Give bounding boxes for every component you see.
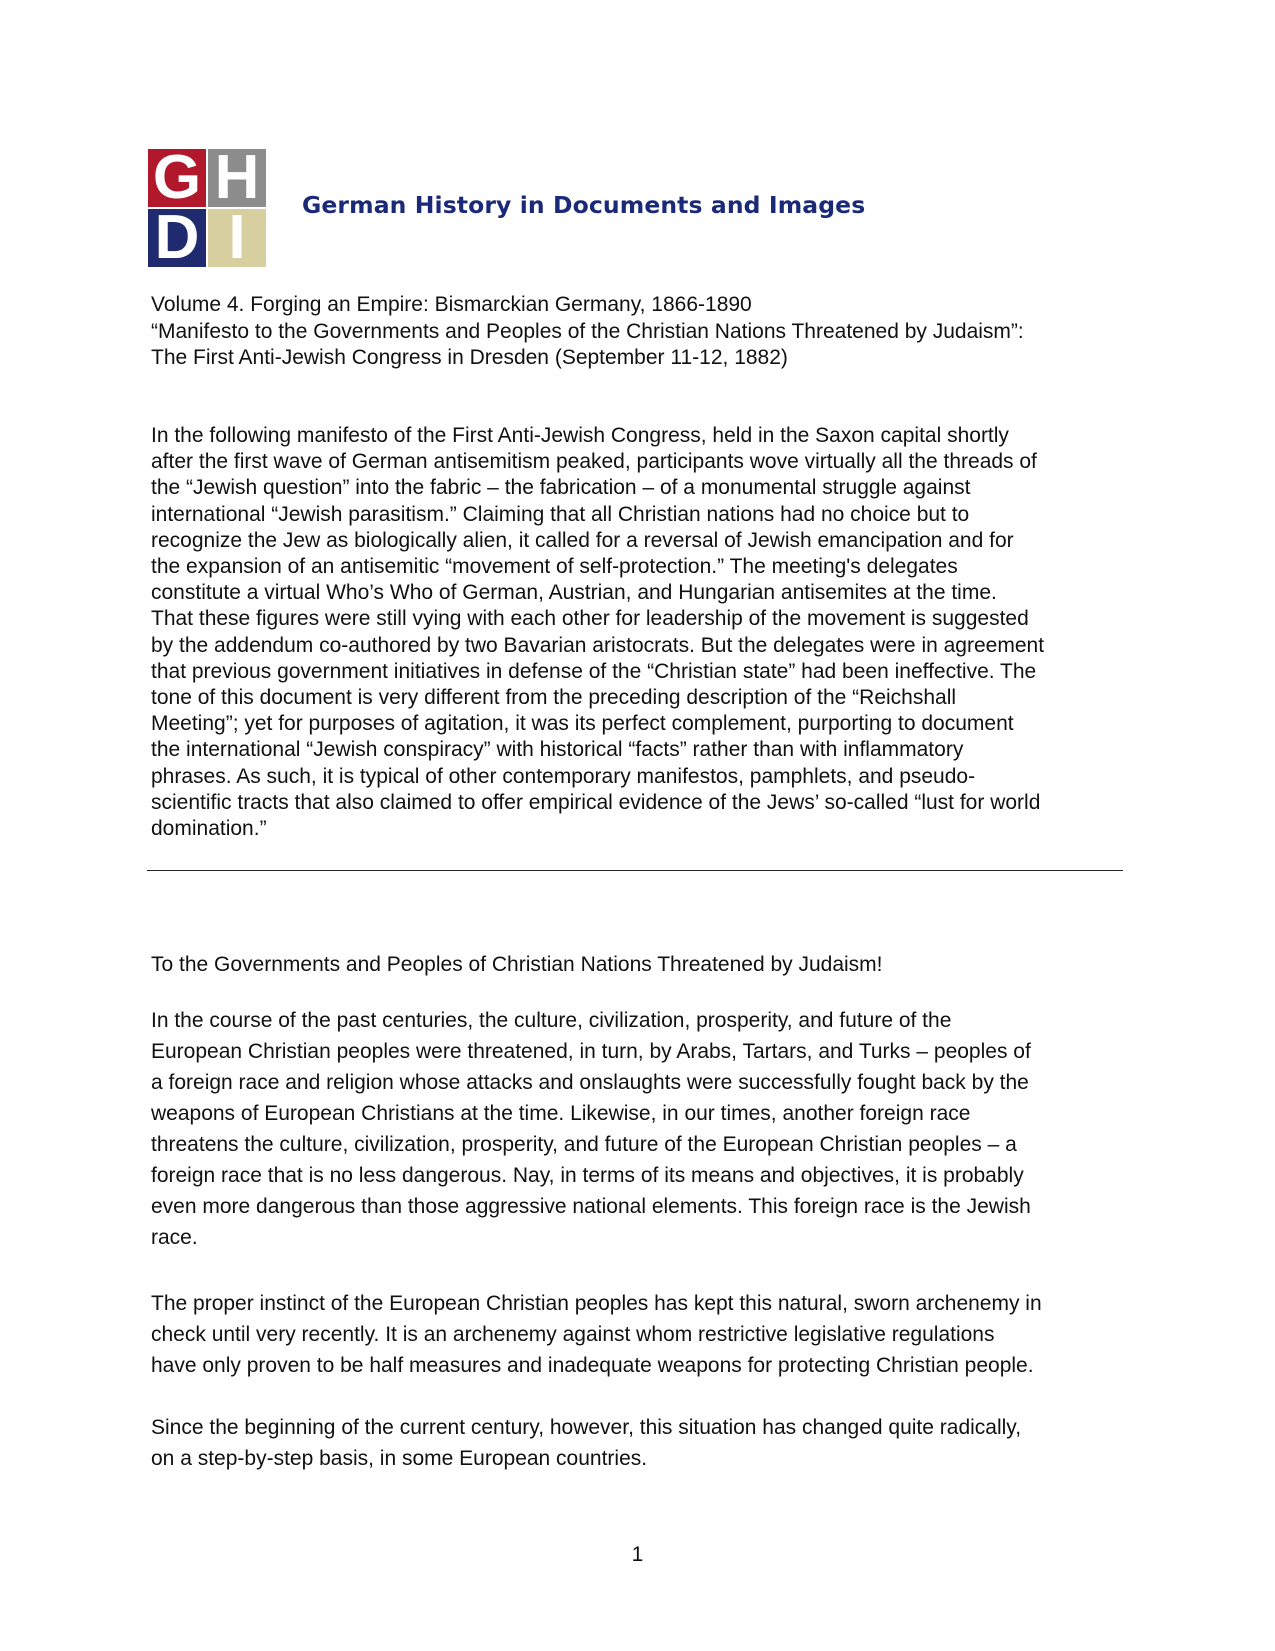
paragraph-line: foreign race that is no less dangerous. Nay, in terms of its means and objectives, it is probably bbox=[151, 1164, 1024, 1187]
intro-line: That these figures were still vying with each other for leadership of the movement is suggested bbox=[151, 607, 1029, 631]
paragraph-line: European Christian peoples were threatened, in turn, by Arabs, Tartars, and Turks – peoples of bbox=[151, 1040, 1031, 1063]
paragraph-line: Since the beginning of the current century, however, this situation has changed quite radically, bbox=[151, 1416, 1022, 1439]
intro-line: international “Jewish parasitism.” Claiming that all Christian nations had no choice but to bbox=[151, 502, 970, 526]
paragraph-line: threatens the culture, civilization, prosperity, and future of the European Christian peoples – a bbox=[151, 1133, 1017, 1156]
paragraph-line: The proper instinct of the European Christian peoples has kept this natural, sworn archenemy in bbox=[151, 1292, 1042, 1315]
manifesto-paragraph-3 bbox=[151, 1412, 1141, 1474]
intro-line: recognize the Jew as biologically alien, it called for a reversal of Jewish emancipation and for bbox=[151, 528, 1014, 552]
site-title: German History in Documents and Images bbox=[302, 191, 866, 219]
document-title-line-1: “Manifesto to the Governments and Peoples of the Christian Nations Threatened by Judaism”: bbox=[151, 319, 1024, 343]
intro-line: Meeting”; yet for purposes of agitation, it was its perfect complement, purporting to document bbox=[151, 712, 1014, 736]
intro-line: that previous government initiatives in defense of the “Christian state” had been ineffective. The bbox=[151, 659, 1037, 683]
document-title-line-2: The First Anti-Jewish Congress in Dresden (September 11-12, 1882) bbox=[151, 346, 788, 369]
intro-line: domination.” bbox=[151, 817, 267, 841]
document-heading bbox=[151, 292, 1141, 372]
logo-letter-g: G bbox=[148, 149, 206, 207]
manifesto-paragraph-1 bbox=[151, 1005, 1141, 1253]
section-divider bbox=[147, 870, 1123, 871]
volume-title: Volume 4. Forging an Empire: Bismarckian Germany, 1866-1890 bbox=[151, 293, 752, 316]
intro-line: the “Jewish question” into the fabric – the fabrication – of a monumental struggle against bbox=[151, 476, 971, 500]
introduction-paragraph bbox=[151, 423, 1133, 842]
intro-line: phrases. As such, it is typical of other contemporary manifestos, pamphlets, and pseudo- bbox=[151, 764, 976, 788]
intro-line: after the first wave of German antisemitism peaked, participants wove virtually all the threads of bbox=[151, 450, 1037, 474]
intro-line: the expansion of an antisemitic “movement of self-protection.” The meeting's delegates bbox=[151, 555, 958, 579]
paragraph-line: race. bbox=[151, 1226, 198, 1249]
intro-line: constitute a virtual Who’s Who of German, Austrian, and Hungarian antisemites at the time. bbox=[151, 581, 997, 605]
paragraph-line: a foreign race and religion whose attacks and onslaughts were successfully fought back by the bbox=[151, 1071, 1029, 1094]
intro-line: tone of this document is very different from the preceding description of the “Reichshall bbox=[151, 686, 957, 710]
intro-line: scientific tracts that also claimed to offer empirical evidence of the Jews’ so-called “lust for world bbox=[151, 790, 1041, 814]
paragraph-line: on a step-by-step basis, in some European countries. bbox=[151, 1447, 648, 1470]
intro-line: the international “Jewish conspiracy” with historical “facts” rather than with inflammatory bbox=[151, 738, 964, 762]
paragraph-line: check until very recently. It is an archenemy against whom restrictive legislative regulations bbox=[151, 1323, 995, 1346]
logo-letter-i: I bbox=[208, 209, 266, 267]
manifesto-title: To the Governments and Peoples of Christian Nations Threatened by Judaism! bbox=[151, 953, 883, 976]
site-header bbox=[148, 148, 865, 268]
logo-letter-h: H bbox=[208, 149, 266, 207]
ghdi-logo bbox=[148, 149, 268, 267]
page-number: 1 bbox=[631, 1543, 644, 1566]
paragraph-line: have only proven to be half measures and inadequate weapons for protecting Christian people. bbox=[151, 1354, 1034, 1377]
intro-line: by the addendum co-authored by two Bavarian aristocrats. But the delegates were in agreement bbox=[151, 633, 1045, 657]
logo-letter-d: D bbox=[148, 209, 206, 267]
intro-line: In the following manifesto of the First Anti-Jewish Congress, held in the Saxon capital shortly bbox=[151, 424, 1009, 447]
manifesto-paragraph-2 bbox=[151, 1288, 1141, 1381]
paragraph-line: weapons of European Christians at the time. Likewise, in our times, another foreign race bbox=[151, 1102, 971, 1125]
paragraph-line: even more dangerous than those aggressive national elements. This foreign race is the Jewish bbox=[151, 1195, 1031, 1218]
paragraph-line: In the course of the past centuries, the culture, civilization, prosperity, and future of the bbox=[151, 1009, 952, 1032]
